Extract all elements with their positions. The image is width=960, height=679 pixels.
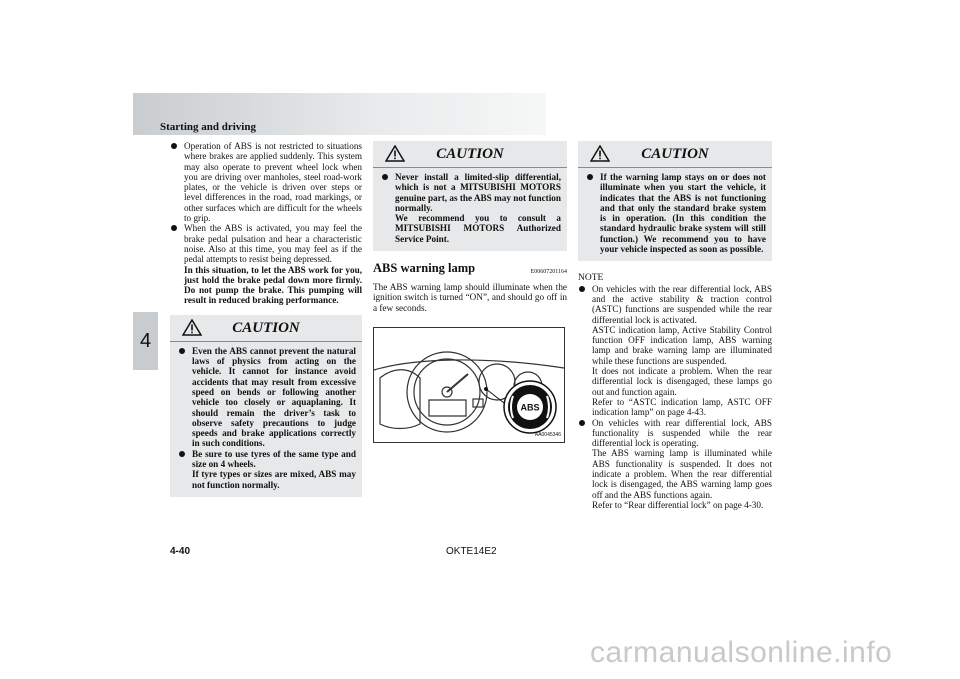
caution-box-1: [170, 315, 362, 497]
column-1: [170, 141, 362, 497]
document-code: OKTE14E2: [446, 546, 497, 557]
column-2: [373, 141, 567, 443]
caution-title: CAUTION: [641, 145, 709, 162]
caution-box-2: [373, 141, 567, 251]
note2-text-a: On vehicles with rear differential lock, ABS functionality is suspended while the rear differential lock is operating.: [592, 417, 772, 449]
note2-text-c: Refer to “Rear differential lock” on page 4-30.: [592, 499, 764, 510]
note1-text-d: Refer to “ASTC indication lamp, ASTC OFF indication lamp” on page 4-43.: [592, 396, 772, 418]
abs-lamp-label: ABS: [520, 402, 540, 413]
caution-tyres-bullet: [178, 449, 356, 490]
caution-header: [373, 141, 567, 168]
caution-differential-bullet: [381, 172, 561, 244]
caution-consult-text: We recommend you to consult a MITSUBISHI MOTORS Authorized Service Point.: [395, 213, 561, 244]
caution-differential-text: Never install a limited-slip differential, which is not a MITSUBISHI MOTORS genuine part, as the ABS may not function normally.: [395, 172, 561, 213]
section-code: E00607201164: [530, 269, 567, 276]
warning-triangle-icon: [385, 145, 405, 162]
abs-activated-bullet: [170, 223, 362, 305]
note-bullet-2: [578, 418, 772, 511]
instrument-cluster-figure: [373, 327, 565, 443]
note-label: NOTE: [578, 273, 604, 284]
caution-title: CAUTION: [232, 319, 300, 336]
caution-tyres-text-a: Be sure to use tyres of the same type and size on 4 wheels.: [192, 448, 356, 470]
abs-operation-bullet: Operation of ABS is not restricted to situations where brakes are applied suddenly. This system may also operate to prevent wheel lock when you are driving over manholes, steel road-work plates, or the vehicle is driven over steps or level differences in the road, road markings, or other surfaces which are difficult for the wheels to grip.: [170, 141, 362, 223]
section-title-text: ABS warning lamp: [373, 261, 476, 276]
instrument-cluster-illustration: [374, 328, 564, 442]
note1-text-b: ASTC indication lamp, Active Stability Control function OFF indication lamp, ABS warning lamp and brake warning lamp are illuminated while these functions are suspended.: [592, 324, 772, 366]
caution-header: [170, 315, 362, 342]
abs-activated-bold-text: In this situation, to let the ABS work for you, just hold the brake pedal down more firmly. Do not pump the brake. This pumping will result in reduced braking performance.: [184, 264, 362, 306]
caution-header: [578, 141, 772, 168]
note1-text-a: On vehicles with the rear differential lock, ABS and the active stability & traction control (ASTC) functions are suspended while the rear differential lock is activated.: [592, 283, 772, 325]
note-bullet-1: [578, 284, 772, 418]
warning-triangle-icon: [182, 319, 202, 336]
warning-triangle-icon: [590, 145, 610, 162]
page-number: 4-40: [170, 546, 191, 557]
watermark: carmanualsonline.info: [590, 636, 893, 669]
caution-box-3: [578, 141, 772, 261]
header-title: Starting and driving: [160, 121, 256, 133]
figure-code: AA0045346: [534, 431, 561, 438]
caution-physics-bullet: Even the ABS cannot prevent the natural laws of physics from acting on the vehicle. It cannot for instance avoid accidents that may result from excessive speed on bends or following another vehicle too closely or aquaplaning. It should remain the driver’s task to observe safety precautions to judge speeds and brake applications correctly in such conditions.: [178, 346, 356, 449]
note1-text-c: It does not indicate a problem. When the rear differential lock is disengaged, these lamps go out and function again.: [592, 366, 772, 397]
abs-warning-lamp-icon: [504, 381, 556, 433]
caution-warning-lamp-bullet: If the warning lamp stays on or does not illuminate when you start the vehicle, it indicates that the ABS is not functioning and that only the standard brake system is in operation. (In this condition the standard hydraulic brake system will still function.) We recommend you to have your vehicle inspected as soon as possible.: [586, 172, 766, 254]
abs-activated-text: When the ABS is activated, you may feel the brake pedal pulsation and hear a characteristic noise. Also at this time, you may feel as if the pedal attempts to resist being depressed.: [184, 223, 362, 265]
column-3: [578, 141, 772, 510]
section-text: The ABS warning lamp should illuminate when the ignition switch is turned “ON”, and should go off in a few seconds.: [373, 282, 567, 313]
caution-tyres-text-b: If tyre types or sizes are mixed, ABS may not function normally.: [192, 469, 356, 490]
note2-text-b: The ABS warning lamp is illuminated while ABS functionality is suspended. It does not indicate a problem. When the rear differential lock is disengaged, the ABS warning lamp goes off and the ABS functions again.: [592, 448, 772, 500]
section-title: [373, 263, 567, 279]
caution-title: CAUTION: [436, 145, 504, 162]
chapter-tab: 4: [133, 312, 158, 370]
